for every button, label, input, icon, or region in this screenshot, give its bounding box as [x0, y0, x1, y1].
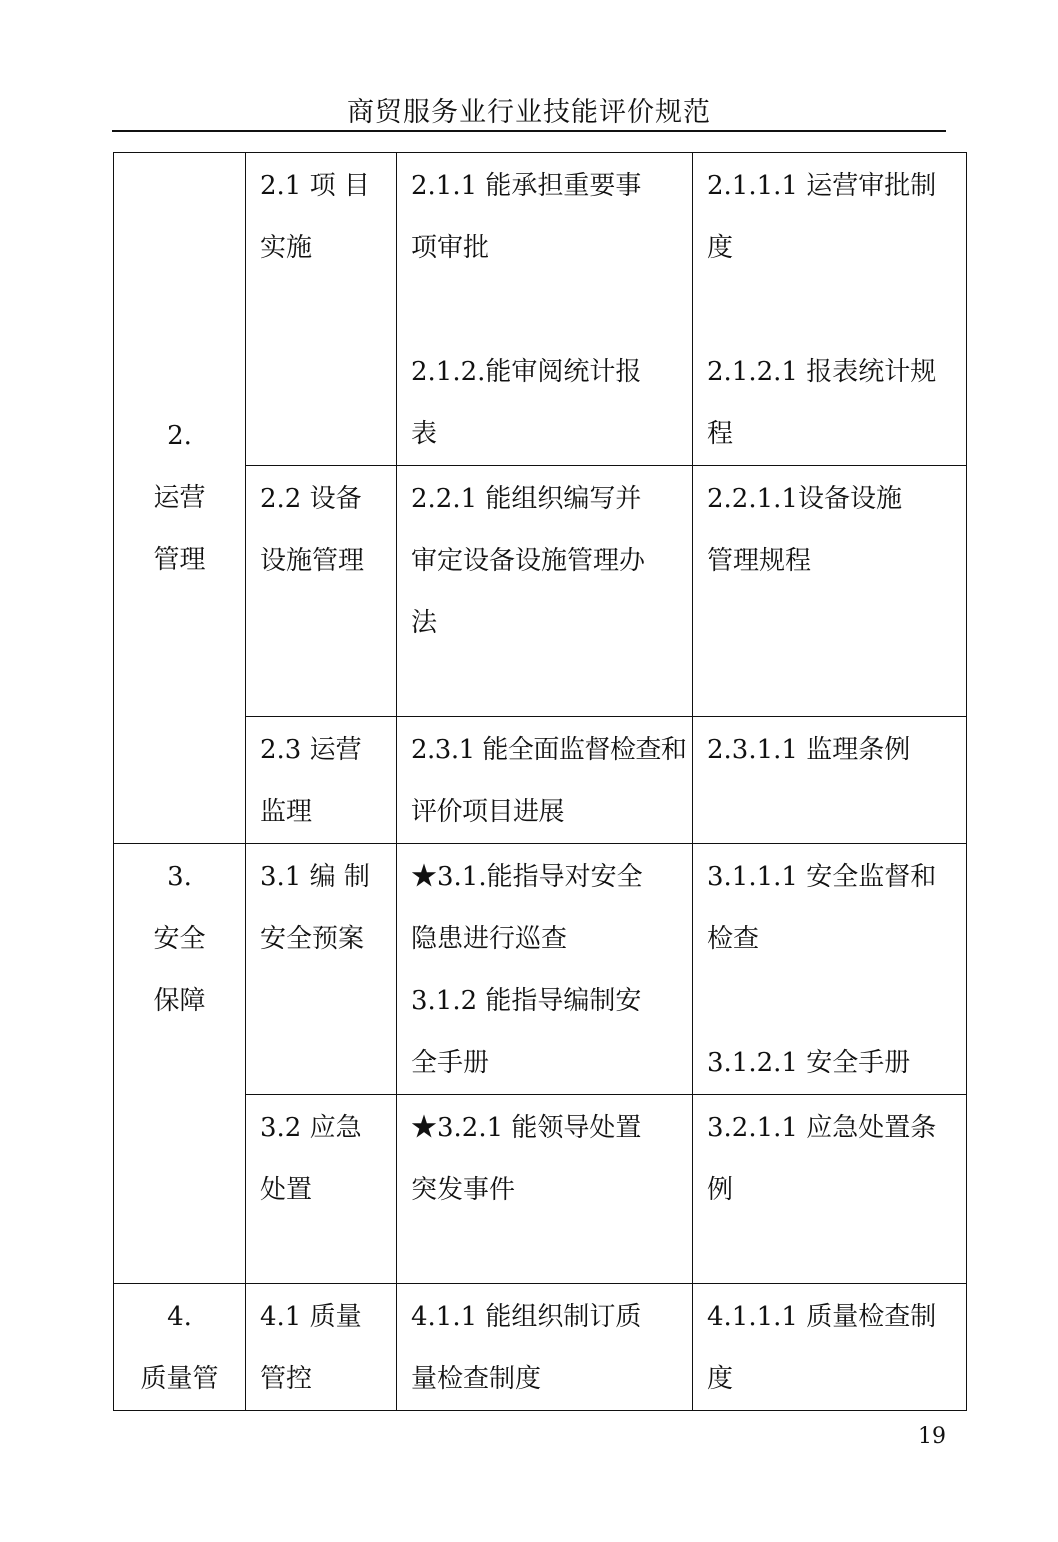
table-row	[114, 153, 967, 466]
category-label: 安全	[153, 924, 206, 954]
doc-text: 3.1.2.1 安全手册	[707, 1048, 911, 1078]
item-text: 设施管理	[260, 546, 365, 576]
skill-cell	[397, 717, 693, 844]
skill-cell	[397, 153, 693, 466]
item-cell	[246, 1095, 397, 1284]
doc-cell	[693, 466, 967, 717]
skill-text: 审定设备设施管理办	[411, 546, 646, 576]
skill-cell	[397, 1284, 693, 1411]
doc-text: 程	[707, 419, 734, 449]
skill-text: 量检查制度	[411, 1364, 542, 1394]
skill-text: 项审批	[411, 233, 490, 263]
page-header-title: 商贸服务业行业技能评价规范	[347, 97, 711, 128]
category-label: 质量管	[140, 1364, 219, 1394]
item-text: 处置	[260, 1175, 313, 1205]
skill-text: 3.1.2 能指导编制安	[411, 986, 642, 1016]
skill-cell	[397, 1095, 693, 1284]
page-number: 19	[918, 1424, 946, 1449]
skill-text: 4.1.1 能组织制订质	[411, 1302, 642, 1332]
skills-table	[113, 152, 967, 1411]
doc-text: 4.1.1.1 质量检查制	[707, 1302, 937, 1332]
item-text: 管控	[260, 1364, 313, 1394]
category-number: 3.	[167, 862, 192, 892]
category-number: 2.	[167, 421, 192, 451]
skill-text: 2.2.1 能组织编写并	[411, 484, 642, 514]
item-cell	[246, 1284, 397, 1411]
item-cell	[246, 844, 397, 1095]
skill-text: 表	[411, 419, 438, 449]
skill-text: 全手册	[411, 1048, 490, 1078]
doc-cell	[693, 1284, 967, 1411]
item-text: 2.2 设备	[260, 484, 362, 514]
item-text: 3.2 应急	[260, 1113, 362, 1143]
category-cell-3	[114, 844, 246, 1284]
item-text: 安全预案	[260, 924, 365, 954]
doc-text: 度	[707, 1364, 734, 1394]
doc-cell	[693, 844, 967, 1095]
skill-text: ★3.1.能指导对安全	[411, 862, 643, 892]
category-number: 4.	[167, 1302, 192, 1332]
category-label: 管理	[153, 545, 206, 575]
doc-text: 例	[707, 1175, 734, 1205]
item-text: 监理	[260, 797, 313, 827]
skill-text: 评价项目进展	[411, 797, 565, 827]
item-text: 4.1 质量	[260, 1302, 362, 1332]
item-cell	[246, 717, 397, 844]
skill-text: 2.1.1 能承担重要事	[411, 171, 642, 201]
item-text: 2.1 项 目	[260, 171, 370, 201]
category-label: 运营	[153, 483, 206, 513]
doc-text: 3.1.1.1 安全监督和	[707, 862, 937, 892]
doc-text: 2.1.2.1 报表统计规	[707, 357, 937, 387]
skill-cell	[397, 466, 693, 717]
skill-cell	[397, 844, 693, 1095]
item-cell	[246, 466, 397, 717]
skill-text: 突发事件	[411, 1175, 516, 1205]
header-rule	[112, 130, 946, 132]
doc-text: 管理规程	[707, 546, 812, 576]
skill-text: ★3.2.1 能领导处置	[411, 1113, 642, 1143]
doc-cell	[693, 717, 967, 844]
doc-cell	[693, 1095, 967, 1284]
category-cell-4	[114, 1284, 246, 1411]
item-text: 3.1 编 制	[260, 862, 370, 892]
skill-text: 2.1.2.能审阅统计报	[411, 357, 642, 387]
item-text: 2.3 运营	[260, 735, 362, 765]
doc-text: 2.2.1.1设备设施	[707, 484, 902, 514]
skill-text: 法	[411, 608, 438, 638]
item-cell	[246, 153, 397, 466]
doc-text: 检查	[707, 924, 760, 954]
category-cell-2	[114, 153, 246, 844]
table-row	[114, 1284, 967, 1411]
table-row	[114, 844, 967, 1095]
doc-text: 2.1.1.1 运营审批制	[707, 171, 937, 201]
skill-text: 2.3.1 能全面监督检查和	[411, 735, 687, 765]
skill-text: 隐患进行巡查	[411, 924, 568, 954]
doc-cell	[693, 153, 967, 466]
doc-text: 3.2.1.1 应急处置条	[707, 1113, 937, 1143]
doc-text: 度	[707, 233, 734, 263]
category-label: 保障	[153, 986, 206, 1016]
doc-text: 2.3.1.1 监理条例	[707, 735, 911, 765]
item-text: 实施	[260, 233, 313, 263]
